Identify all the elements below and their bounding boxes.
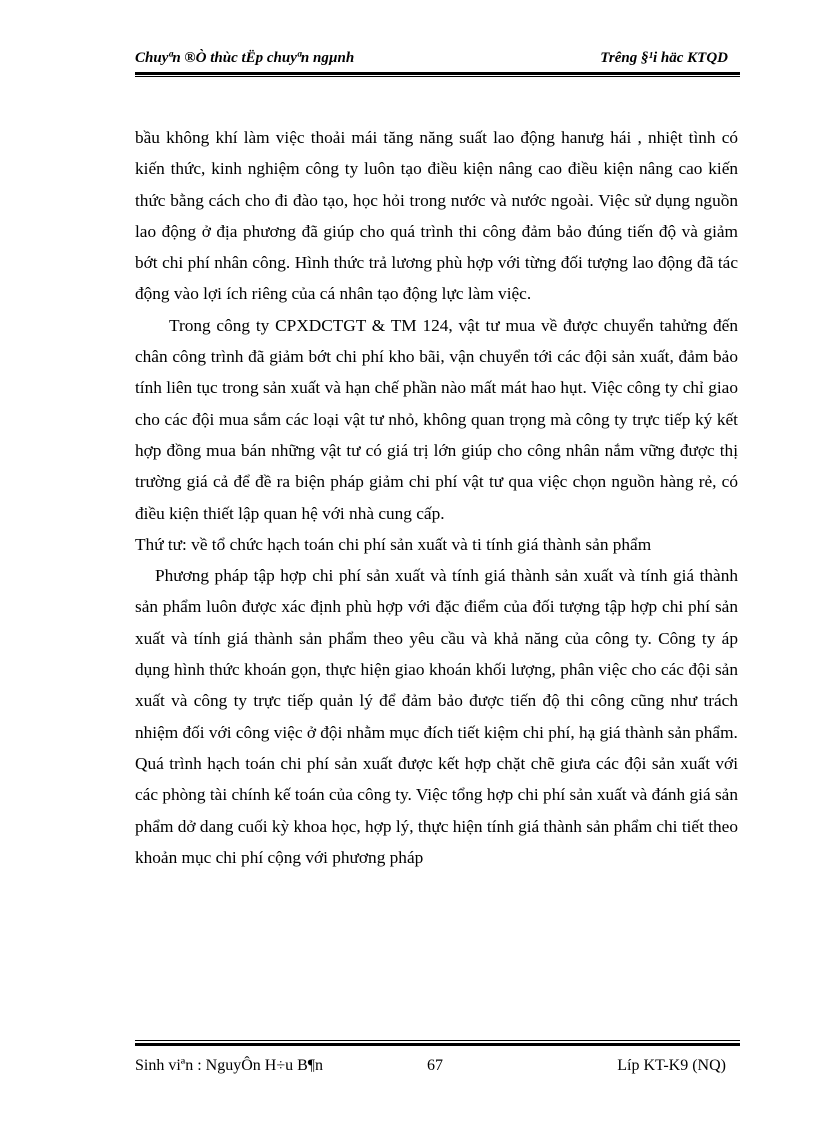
document-body [135, 122, 738, 873]
footer-rule-thin [135, 1040, 740, 1041]
paragraph-5: Quá trình hạch toán chi phí sản xuất được kết hợp chặt chẽ giưa các đội sản xuất với các phòng tài chính kế toán của công ty. Việc tổng hợp chi phí sản xuất và đánh giá sản phẩm dở dang cuối kỳ khoa học, hợp lý, thực hiện tính giá thành sản phẩm chi tiết theo khoản mục chi phí cộng với phương pháp [135, 753, 738, 867]
footer-student: Sinh viªn : NguyÔn H÷u B¶n [135, 1057, 324, 1074]
header-rule-thick [135, 72, 740, 75]
header-school: Trêng §¹i häc KTQD [600, 50, 728, 66]
footer-rule-thick [135, 1043, 740, 1046]
header-rule-thin [135, 76, 740, 77]
page-number: 67 [427, 1057, 443, 1074]
footer-class: Líp KT-K9 (NQ) [617, 1057, 726, 1074]
paragraph-4: Phương pháp tập hợp chi phí sản xuất và tính giá thành sản xuất và tính giá thành sản phẩm luôn được xác định phù hợp với đặc điểm của đối tượng tập hợp chi phí sản xuất và tính giá thành sản phẩm theo yêu cầu và khả năng của công ty. Công ty áp dụng hình thức khoán gọn, thực hiện giao khoán khối lượng, phân việc cho các đội sản xuất và công ty trực tiếp quản lý để đảm bảo được tiến độ thi công cũng như trách nhiệm đối với công việc ở đội nhằm mục đích tiết kiệm chi phí, hạ giá thành sản phẩm. [135, 566, 738, 742]
page-header [135, 50, 740, 72]
paragraph-2: Trong công ty CPXDCTGT & TM 124, vật tư mua về được chuyển tahửng đến chân công trình đã giảm bớt chi phí kho bãi, vận chuyển tới các đội sản xuất, đảm bảo tính liên tục trong sản xuất và hạn chế phần nào mất mát hao hụt. Việc công ty chỉ giao cho các đội mua sắm các loại vật tư nhỏ, không quan trọng mà công ty trực tiếp ký kết hợp đồng mua bán những vật tư có giá trị lớn giúp cho công nhân nắm vững được thị trường giá cả để đề ra biện pháp giảm chi phí vật tư qua việc chọn nguồn hàng rẻ, có điều kiện thiết lập quan hệ với nhà cung cấp. [135, 315, 738, 523]
paragraph-3: Thứ tư: về tổ chức hạch toán chi phí sản xuất và ti tính giá thành sản phẩm [135, 534, 652, 554]
header-title: Chuyªn ®Ò thùc tËp chuyªn ngµnh [135, 50, 355, 66]
paragraph-1: bầu không khí làm việc thoải mái tăng năng suất lao động hanưg hái , nhiệt tình có kiến thức, kinh nghiệm công ty luôn tạo điều kiện nâng cao điều kiện nâng cao kiến thức bằng cách cho đi đào tạo, học hỏi trong nước và nước ngoài. Việc sử dụng nguồn lao động ở địa phương đã giúp cho quá trình thi công đảm bảo đúng tiến độ và giảm bớt chi phí nhân công. Hình thức trả lương phù hợp với từng đối tượng lao động đã tác động vào lợi ích riêng của cá nhân tạo động lực làm việc. [135, 128, 738, 304]
page-footer [135, 1057, 740, 1079]
